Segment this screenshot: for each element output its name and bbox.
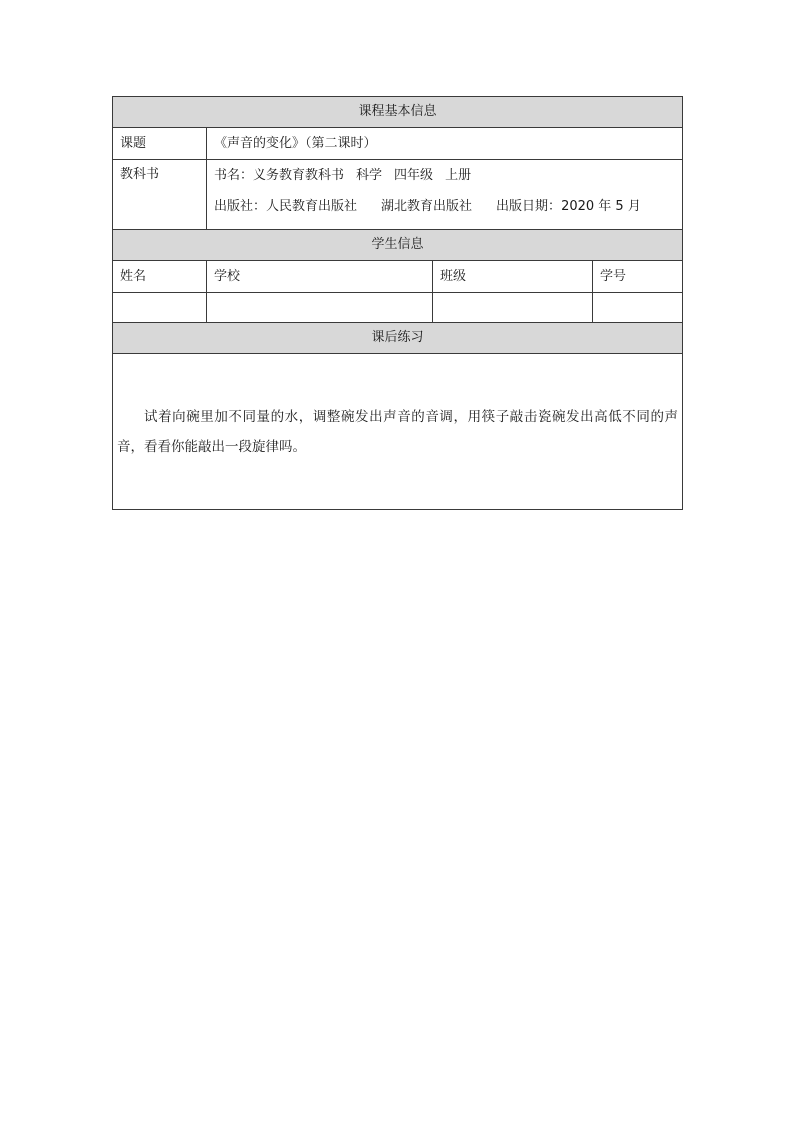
textbook-details <box>207 160 683 230</box>
student-name-header: 姓名 <box>113 261 207 293</box>
student-class-cell[interactable] <box>433 293 593 323</box>
student-info-header-row <box>113 230 683 261</box>
student-info-header: 学生信息 <box>113 230 683 261</box>
course-info-header: 课程基本信息 <box>113 97 683 128</box>
pub-date-label: 出版日期： <box>496 199 562 214</box>
exercise-header-row <box>113 323 683 354</box>
book-name-line <box>214 167 675 185</box>
book-volume: 上册 <box>445 168 472 183</box>
student-id-header: 学号 <box>593 261 683 293</box>
course-form <box>112 96 683 510</box>
student-class-header: 班级 <box>433 261 593 293</box>
book-name: 义务教育教科书 <box>253 168 345 183</box>
publisher-2: 湖北教育出版社 <box>381 199 473 214</box>
student-name-cell[interactable] <box>113 293 207 323</box>
book-grade: 四年级 <box>394 168 434 183</box>
student-values-row <box>113 293 683 323</box>
publisher-label: 出版社： <box>214 199 267 214</box>
exercise-row <box>113 354 683 510</box>
student-id-cell[interactable] <box>593 293 683 323</box>
textbook-label: 教科书 <box>113 160 207 230</box>
book-name-label: 书名： <box>214 168 254 183</box>
exercise-cell <box>113 354 683 510</box>
course-info-header-row <box>113 97 683 128</box>
student-school-cell[interactable] <box>207 293 433 323</box>
publisher-line <box>214 198 675 216</box>
student-columns-row <box>113 261 683 293</box>
topic-label: 课题 <box>113 128 207 160</box>
student-school-header: 学校 <box>207 261 433 293</box>
publisher-1: 人民教育出版社 <box>266 199 358 214</box>
pub-date: 2020 年 5 月 <box>561 199 641 214</box>
exercise-header: 课后练习 <box>113 323 683 354</box>
topic-value: 《声音的变化》（第二课时） <box>207 128 683 160</box>
book-subject: 科学 <box>356 168 383 183</box>
textbook-row <box>113 160 683 230</box>
topic-row <box>113 128 683 160</box>
exercise-text: 试着向碗里加不同量的水，调整碗发出声音的音调，用筷子敲击瓷碗发出高低不同的声音，看看你能敲出一段旋律吗。 <box>117 408 679 455</box>
